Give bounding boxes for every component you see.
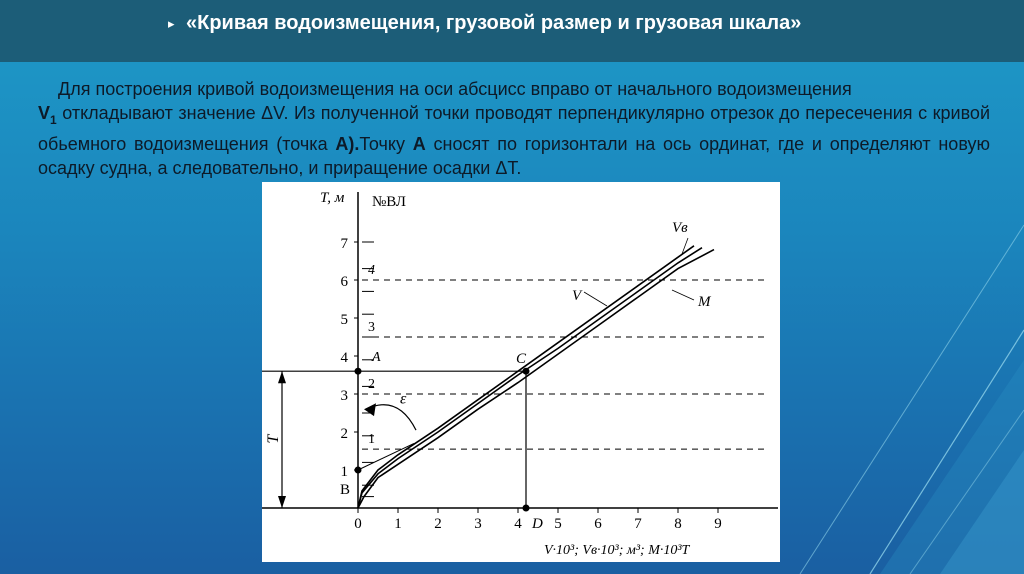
y-tick-label: 6 bbox=[340, 274, 348, 290]
y-tick-label: 5 bbox=[340, 312, 348, 328]
y-tick-label: 4 bbox=[340, 350, 348, 366]
y-tick-label: 7 bbox=[340, 236, 348, 252]
displacement-chart bbox=[262, 182, 780, 562]
load-line-label: 2 bbox=[368, 377, 375, 392]
scale-label: №ВЛ bbox=[372, 194, 406, 210]
point-a-label-2: A bbox=[412, 133, 426, 154]
x-tick-label: 6 bbox=[594, 516, 602, 532]
x-tick-label: 0 bbox=[354, 516, 362, 532]
point-d-label: D bbox=[532, 516, 543, 532]
y-tick-label: 3 bbox=[340, 388, 348, 404]
point-c-label: C bbox=[516, 351, 527, 368]
paragraph-part-1: Для построения кривой водоизмещения на оси абсцисс вправо от начального водоизмещения bbox=[58, 79, 852, 99]
point-b-label: B bbox=[340, 482, 351, 498]
curve-label-v-leader bbox=[584, 292, 607, 306]
curve-v bbox=[358, 248, 702, 508]
y-axis-label: T, м bbox=[320, 190, 345, 206]
slide-title: «Кривая водоизмещения, грузовой размер и грузовая шкала» bbox=[186, 12, 802, 34]
displacement-curve-figure bbox=[262, 182, 780, 562]
t-arrow-down-icon bbox=[278, 496, 286, 508]
x-axis-label: V·10³; Vв·10³; м³; M·10³T bbox=[544, 543, 690, 558]
x-tick-label: 5 bbox=[554, 516, 562, 532]
point-c-marker bbox=[523, 368, 530, 375]
point-a-marker bbox=[355, 368, 362, 375]
t-dimension-label: T bbox=[265, 434, 282, 444]
t-arrow-up-icon bbox=[278, 371, 286, 383]
curve-label-v: V bbox=[572, 288, 582, 304]
slide-header bbox=[0, 0, 1024, 62]
point-d-marker bbox=[523, 505, 530, 512]
y-tick-label: 1 bbox=[340, 464, 348, 480]
paragraph-part-4: сносят по горизонтали на ось ординат, где и определяют новую осадку судна, а следовательно, и приращение осадки ΔT. bbox=[38, 133, 990, 178]
point-a-label-1: A). bbox=[335, 133, 360, 154]
curve-label-m: M bbox=[698, 294, 711, 310]
body-paragraph bbox=[38, 77, 990, 180]
point-a-label: A bbox=[372, 350, 381, 366]
x-tick-label: 9 bbox=[714, 516, 722, 532]
epsilon-arrow-icon bbox=[364, 403, 376, 416]
x-tick-label: 1 bbox=[394, 516, 402, 532]
load-line-label: 1 bbox=[368, 432, 375, 448]
load-line-label: 3 bbox=[368, 320, 375, 335]
y-tick-label: 2 bbox=[340, 426, 348, 442]
x-tick-label: 2 bbox=[434, 516, 442, 532]
x-tick-label: 3 bbox=[474, 516, 482, 532]
paragraph-part-3: Точку bbox=[359, 133, 413, 154]
paragraph-part-2: откладывают значение ΔV. Из полученной точки проводят перпендикулярно отрезок до пересечения с кривой обьемного водоизмещения (точка bbox=[38, 103, 990, 154]
curve-label-vv: Vв bbox=[672, 220, 688, 236]
load-line-label: 4 bbox=[368, 263, 375, 278]
x-tick-label: 8 bbox=[674, 516, 682, 532]
bullet-arrow-icon: ▸ bbox=[168, 16, 175, 31]
v1-symbol: V bbox=[38, 103, 51, 123]
curve-label-m-leader bbox=[672, 290, 694, 300]
b-tangent-line bbox=[358, 443, 414, 470]
x-tick-label: 4 bbox=[514, 516, 522, 532]
v1-subscript: 1 bbox=[50, 112, 57, 127]
epsilon-label: ε bbox=[400, 390, 407, 408]
x-tick-label: 7 bbox=[634, 516, 642, 532]
curve-m bbox=[358, 250, 714, 508]
